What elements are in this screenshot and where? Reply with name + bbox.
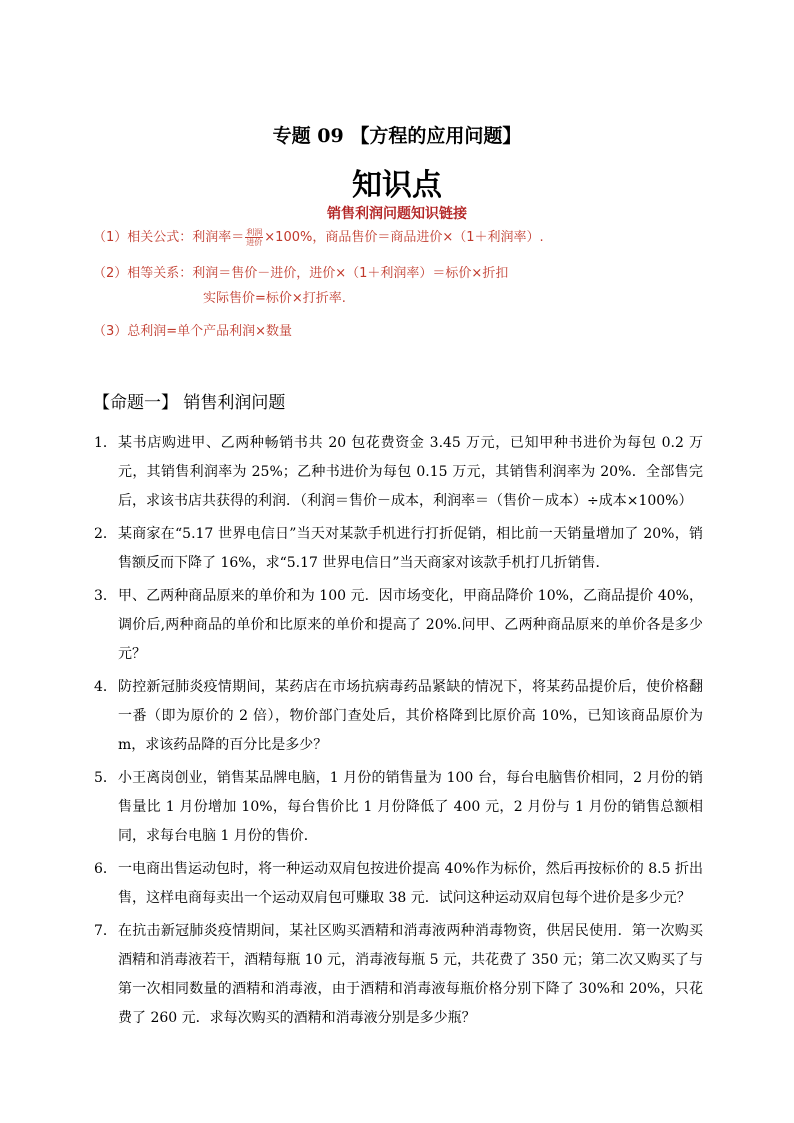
problem-text: 甲、乙两种商品原来的单价和为 100 元．因市场变化，甲商品降价 10%，乙商品提价 40%，调价后,两种商品的单价和比原来的单价和提高了 20%.问甲、乙两种商品原来的单价各是多少元？ — [118, 588, 703, 662]
problem-item — [94, 429, 703, 516]
problem-number: 5． — [94, 770, 117, 786]
fraction-denominator: 进价 — [246, 238, 263, 247]
problem-item — [94, 764, 703, 851]
knowledge-point-1 — [93, 226, 544, 247]
knowledge-subheading: 销售利润问题知识链接 — [327, 206, 467, 222]
knowledge-point-2-line-1: （2）相等关系：利润＝售价－进价，进价×（1＋利润率）＝标价×折扣 — [93, 266, 509, 281]
problem-text: 某书店购进甲、乙两种畅销书共 20 包花费资金 3.45 万元，已知甲种书进价为每包 0.2 万元，其销售利润率为 25%；乙种书进价为每包 0.15 万元，其销售利润率为 20%．全部售完后，求该书店共获得的利润．（利润＝售价－成本，利润率＝（售价－成本）÷成本×100%） — [118, 435, 703, 509]
section-title: 【命题一】 销售利润问题 — [93, 393, 286, 413]
problem-list — [94, 429, 703, 1037]
formula-suffix: ×100%，商品售价＝商品进价×（1＋利润率）. — [264, 230, 544, 245]
fraction-numerator: 利润 — [246, 228, 263, 237]
problem-item — [94, 917, 703, 1033]
knowledge-heading: 知识点 — [352, 168, 442, 203]
problem-number: 3． — [94, 588, 117, 604]
problem-item — [94, 582, 703, 669]
problem-item — [94, 673, 703, 760]
problem-text: 防控新冠肺炎疫情期间，某药店在市场抗病毒药品紧缺的情况下，将某药品提价后，使价格翻一番（即为原价的 2 倍），物价部门查处后，其价格降到比原价高 10%，已知该商品原价为 m，求该药品降的百分比是多少？ — [118, 679, 703, 753]
problem-number: 1． — [94, 435, 117, 451]
problem-text: 某商家在“5.17 世界电信日”当天对某款手机进行打折促销，相比前一天销量增加了 20%，销售额反而下降了 16%，求“5.17 世界电信日”当天商家对该款手机打几折销售． — [118, 526, 703, 571]
page-title: 专题 09 【方程的应用问题】 — [272, 125, 522, 147]
problem-text: 一电商出售运动包时，将一种运动双肩包按进价提高 40%作为标价，然后再按标价的 8.5 折出售，这样电商每卖出一个运动双肩包可赚取 38 元．试问这种运动双肩包每个进价是多少元？ — [118, 861, 703, 906]
problem-item — [94, 520, 703, 578]
problem-number: 2． — [94, 526, 117, 542]
problem-text: 在抗击新冠肺炎疫情期间，某社区购买酒精和消毒液两种消毒物资，供居民使用．第一次购买酒精和消毒液若干，酒精每瓶 10 元，消毒液每瓶 5 元，共花费了 350 元；第二次又购买了与第一次相同数量的酒精和消毒液，由于酒精和消毒液每瓶价格分别下降了 30%和 20%，只花费了 260 元．求每次购买的酒精和消毒液分别是多少瓶？ — [118, 923, 703, 1026]
profit-rate-fraction — [245, 228, 263, 247]
knowledge-point-3: （3）总利润=单个产品利润×数量 — [93, 324, 293, 339]
knowledge-point-2-line-2: 实际售价=标价×打折率. — [203, 291, 346, 306]
formula-prefix: （1）相关公式：利润率＝ — [93, 230, 245, 245]
problem-number: 4． — [94, 679, 117, 695]
problem-item — [94, 855, 703, 913]
problem-number: 6． — [94, 861, 117, 877]
problem-number: 7． — [94, 923, 117, 939]
problem-text: 小王离岗创业，销售某品牌电脑，1 月份的销售量为 100 台，每台电脑售价相同，2 月份的销售量比 1 月份增加 10%，每台售价比 1 月份降低了 400 元，2 月份与 1 月份的销售总额相同，求每台电脑 1 月份的售价． — [118, 770, 703, 844]
